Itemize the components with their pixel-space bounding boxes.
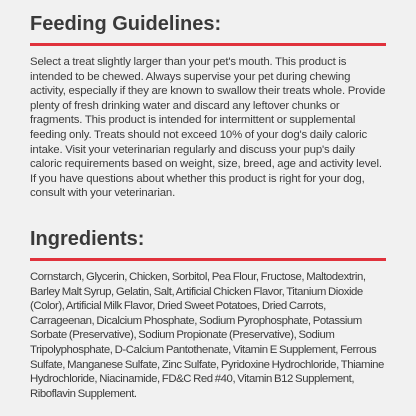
feeding-guidelines-divider (30, 43, 386, 46)
feeding-guidelines-text: Select a treat slightly larger than your pet's mouth. This product is intended to be chewed. Always supervise your pet during chewing activity, especially if they are known to swallow their treats whole. Provide plenty of fresh drinking water and discard any leftover chunks or fragments. This product is intended for intermittent or supplemental feeding only. Treats should not exceed 10% of your dog's daily caloric intake. Visit your veterinarian regularly and discuss your pup's daily caloric requirements based on weight, size, breed, age and activity level. If you have questions about whether this product is right for your dog, consult with your veterinarian. (30, 56, 386, 200)
feeding-guidelines-heading: Feeding Guidelines: (30, 13, 222, 35)
ingredients-list-text: Cornstarch, Glycerin, Chicken, Sorbitol, Pea Flour, Fructose, Maltodextrin, Barley Malt Syrup, Gelatin, Salt, Artificial Chicken Flavor, Titanium Dioxide (Color), Artificial Milk Flavor, Dried Sweet Potatoes, Dried Carrots, Carrageenan, Dicalcium Phosphate, Sodium Pyrophosphate, Potassium Sorbate (Preservative), Sodium Propionate (Preservative), Sodium Tripolyphosphate, D-Calcium Pantothenate, Vitamin E Supplement, Ferrous Sulfate, Manganese Sulfate, Zinc Sulfate, Pyridoxine Hydrochloride, Thiamine Hydrochloride, Niacinamide, FD&C Red #40, Vitamin B12 Supplement, Riboflavin Supplement. (30, 271, 384, 400)
ingredients-heading: Ingredients: (30, 228, 145, 250)
ingredients-divider (30, 258, 386, 261)
feeding-guidelines-section (30, 12, 388, 201)
ingredients-section (30, 227, 388, 401)
